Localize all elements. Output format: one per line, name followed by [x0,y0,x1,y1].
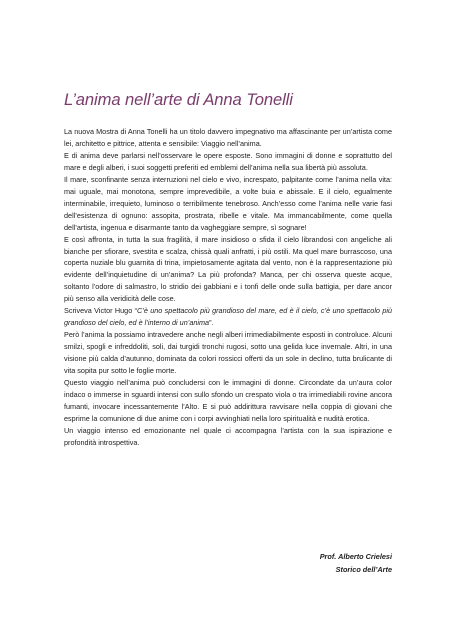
signature-name: Prof. Alberto Crielesi [319,552,392,561]
article-title: L’anima nell’arte di Anna Tonelli [64,90,293,109]
paragraph-hugo [64,305,392,329]
article-body [64,126,392,449]
signature [64,550,392,576]
article [64,90,392,449]
signature-role: Storico dell’Arte [335,565,392,574]
hugo-intro: Scriveva Victor Hugo “ [64,306,137,316]
hugo-outro: ”. [209,318,214,328]
paragraph-7: Questo viaggio nell’anima può concludersi con le immagini di donne. Circondate da un’aura color indaco o immerse in sguardi intensi con sullo sfondo un crespato viola o tra irrimediabili rovine ancora fumanti, invocare incessantemente l’Alto. E si può addirittura ravvisare nella coppia di giovani che esprime la comunione di due anime con i corpi avvinghiati nella loro spiritualità e nudità erotica. [64,378,392,423]
paragraph-1: La nuova Mostra di Anna Tonelli ha un titolo davvero impegnativo ma affascinante per un’artista come lei, architetto e pittrice, attenta e sensibile: Viaggio nell’anima. [64,127,392,148]
paragraph-2: E di anima deve parlarsi nell’osservare le opere esposte. Sono immagini di donne e soprattutto del mare e degli alberi, i suoi soggetti preferiti ed emblemi dell’anima nella sua libertà più assoluta. [64,150,392,172]
paragraph-3: Il mare, sconfinante senza interruzioni nel cielo e vivo, increspato, palpitante come l’anima nella vita: mai uguale, mai monotona, sempre imprevedibile, a volte buia e abissale. E il cielo, egualmente interminabile, irrequieto, luminoso o terribilmente tenebroso. Anch’esso come l’anima nelle varie fasi dell’esistenza di ognuno: assopita, prostrata, ribelle e vitale. Ma immancabilmente, come quella dell’artista, ingenua e disarmante tanto da vagheggiare sempre, sì sognare! [64,174,392,232]
hugo-quote: C’è uno spettacolo più grandioso del mare, ed è il cielo, c’è uno spettacolo più grandioso del cielo, ed è l’interno di un’anima [64,306,392,328]
paragraph-8: Un viaggio intenso ed emozionante nel quale ci accompagna l’artista con la sua ispirazione e profondità introspettiva. [64,425,392,447]
paragraph-6: Però l’anima la possiamo intravedere anche negli alberi irrimediabilmente esposti in controluce. Alcuni smilzi, spogli e infreddoliti, soli, dai turgidi tronchi rugosi, sotto una gelida luce invernale. Altri, in una visione più calda d’autunno, dominata da colori rossicci offerti da un sole in declino, tutta brulicante di vita sopita pur sotto le foglie morte. [64,330,392,376]
paragraph-4: E così affronta, in tutta la sua fragilità, il mare insidioso o sfida il cielo librandosi con angeliche ali bianche per sfiorare, svestita e scalza, chissà quali anfratti, i più ostili. Ma quel mare burrascoso, una coperta nuziale blu guarnita di trina, impietosamente agitata dal vento, non è la rappresentazione più evidente dell’inquietudine di un’anima? La più profonda? Manca, per chi osserva queste acque, soltanto l’odore di salmastro, lo stridio dei gabbiani e i tonfi delle onde sulla battigia, per dare ancor più senso alla veridicità delle cose. [64,234,392,304]
